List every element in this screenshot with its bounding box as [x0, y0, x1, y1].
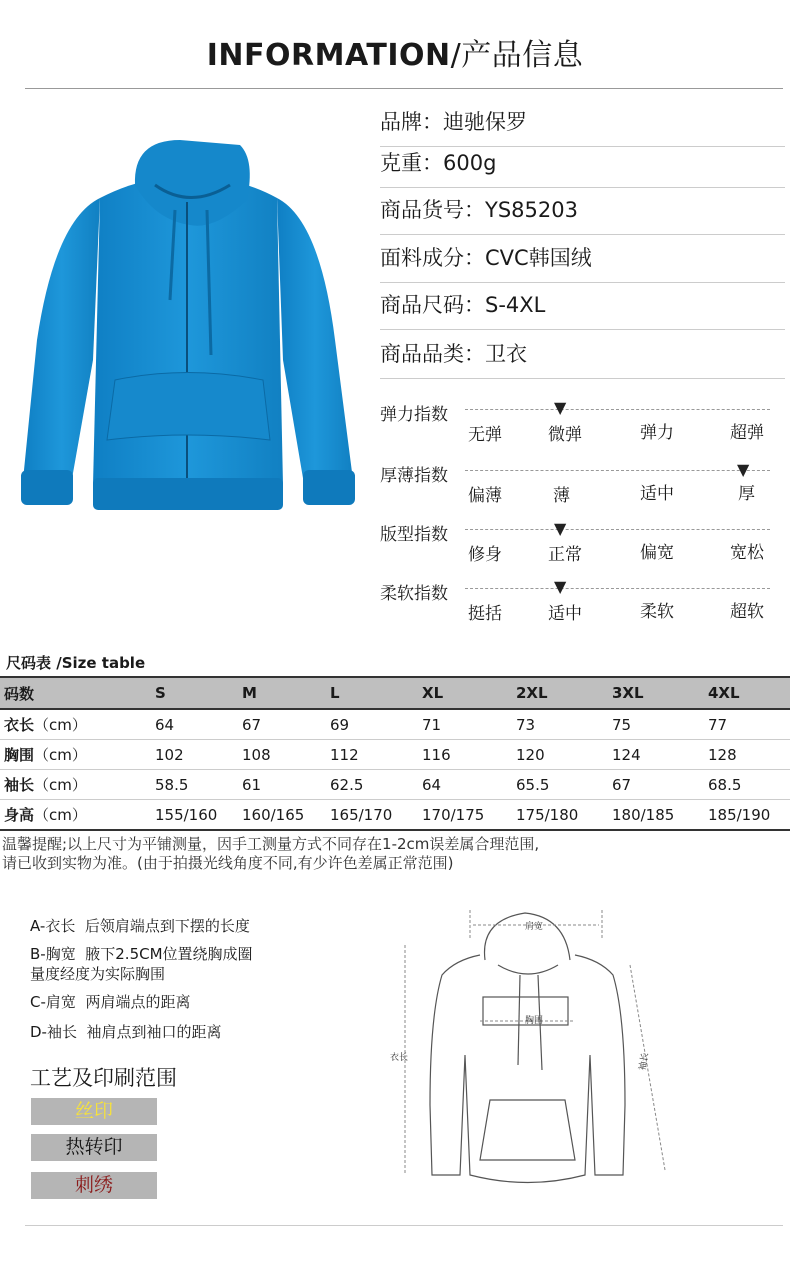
- table-cell: 124: [612, 740, 708, 770]
- table-cell: 61: [242, 770, 330, 800]
- measurement-desc: 后领肩端点到下摆的长度: [84, 917, 250, 935]
- table-cell: 185/190: [708, 800, 790, 831]
- size-header-cell: 码数: [0, 677, 155, 709]
- table-cell: 128: [708, 740, 790, 770]
- craft-title: 工艺及印刷范围: [30, 1066, 177, 1090]
- table-cell: 155/160: [155, 800, 242, 831]
- fit-option: 修身: [468, 545, 502, 565]
- softness-option: 超软: [730, 602, 764, 622]
- table-cell: 175/180: [516, 800, 612, 831]
- table-cell: 62.5: [330, 770, 422, 800]
- fit-marker-icon: ▼: [554, 519, 567, 538]
- size-header-cell: 2XL: [516, 677, 612, 709]
- table-cell: 170/175: [422, 800, 516, 831]
- fit-index-line: [465, 529, 770, 530]
- measurement-b: [30, 944, 330, 984]
- table-cell: 75: [612, 709, 708, 740]
- spec-fabric: 面料成分：CVC韩国绒: [380, 235, 785, 283]
- size-header-cell: 4XL: [708, 677, 790, 709]
- table-row: [0, 800, 790, 831]
- craft-heat-transfer: 热转印: [31, 1134, 157, 1161]
- table-cell: 64: [155, 709, 242, 740]
- bottom-divider: [25, 1225, 783, 1226]
- row-unit: （cm）: [34, 776, 87, 794]
- spec-item-number: 商品货号：YS85203: [380, 187, 785, 235]
- table-row: [0, 740, 790, 770]
- row-unit: （cm）: [34, 716, 87, 734]
- measurement-d: [30, 1022, 330, 1042]
- spec-weight: 克重：600g: [380, 140, 785, 188]
- fit-option: 偏宽: [640, 543, 674, 563]
- table-cell: 73: [516, 709, 612, 740]
- fit-index-label: 版型指数: [380, 525, 448, 545]
- thickness-marker-icon: ▼: [737, 460, 750, 479]
- note-line-2: 请已收到实物为准。(由于拍摄光线角度不同,有少许色差属正常范围): [2, 854, 454, 872]
- softness-option: 适中: [548, 604, 582, 624]
- size-header-cell: S: [155, 677, 242, 709]
- table-cell: 58.5: [155, 770, 242, 800]
- row-label: [0, 770, 155, 800]
- thickness-option: 薄: [553, 486, 570, 506]
- table-cell: 77: [708, 709, 790, 740]
- size-header-cell: M: [242, 677, 330, 709]
- size-header-cell: XL: [422, 677, 516, 709]
- craft-silkscreen: 丝印: [31, 1098, 157, 1125]
- softness-index-label: 柔软指数: [380, 584, 448, 604]
- softness-option: 柔软: [640, 602, 674, 622]
- spec-category: 商品品类：卫衣: [380, 331, 785, 379]
- row-label: [0, 740, 155, 770]
- row-label: [0, 709, 155, 740]
- measurement-desc: 两肩端点的距离: [85, 993, 191, 1011]
- table-cell: 65.5: [516, 770, 612, 800]
- row-name: 袖长: [4, 776, 35, 794]
- diagram-length-label: 衣长: [390, 1053, 409, 1063]
- elasticity-option: 超弹: [730, 423, 764, 443]
- thickness-index-line: [465, 470, 770, 471]
- table-cell: 68.5: [708, 770, 790, 800]
- softness-option: 挺括: [468, 604, 502, 624]
- measurement-c: [30, 992, 330, 1012]
- measurement-key: A-衣长: [30, 917, 76, 935]
- elasticity-option: 无弹: [468, 425, 502, 445]
- table-row: [0, 709, 790, 740]
- measurement-desc: 腋下2.5CM位置绕胸成圈: [85, 945, 253, 963]
- table-cell: 108: [242, 740, 330, 770]
- elasticity-index-label: 弹力指数: [380, 405, 448, 425]
- elasticity-option: 微弹: [548, 425, 582, 445]
- thickness-option: 适中: [640, 484, 674, 504]
- diagram-sleeve-label: 袖长: [638, 1051, 652, 1072]
- diagram-chest-label: 胸围: [525, 1016, 544, 1026]
- measurement-desc-2: 量度经度为实际胸围: [30, 965, 166, 983]
- measurement-key: C-肩宽: [30, 993, 76, 1011]
- table-cell: 120: [516, 740, 612, 770]
- table-cell: 165/170: [330, 800, 422, 831]
- table-row: [0, 770, 790, 800]
- title-cn: /产品信息: [450, 38, 584, 73]
- softness-marker-icon: ▼: [554, 577, 567, 596]
- table-cell: 67: [612, 770, 708, 800]
- elasticity-index-line: [465, 409, 770, 410]
- table-cell: 160/165: [242, 800, 330, 831]
- row-label: [0, 800, 155, 831]
- spec-size-range: 商品尺码：S-4XL: [380, 282, 785, 330]
- elasticity-option: 弹力: [640, 423, 674, 443]
- row-name: 身高: [4, 806, 35, 824]
- elasticity-marker-icon: ▼: [554, 398, 567, 417]
- measurement-diagram: [380, 905, 680, 1190]
- fit-option: 正常: [548, 545, 582, 565]
- row-name: 胸围: [4, 746, 35, 764]
- craft-embroidery: 刺绣: [31, 1172, 157, 1199]
- row-name: 衣长: [4, 716, 35, 734]
- thickness-option: 偏薄: [468, 486, 502, 506]
- size-table: [0, 676, 790, 831]
- table-cell: 69: [330, 709, 422, 740]
- measurement-a: [30, 916, 330, 936]
- title-en: INFORMATION: [206, 38, 451, 73]
- size-table-header-row: [0, 677, 790, 709]
- fit-option: 宽松: [730, 543, 764, 563]
- note-line-1: 温馨提醒;以上尺寸为平铺测量，因手工测量方式不同存在1-2cm误差属合理范围,: [2, 835, 540, 853]
- title-divider: [25, 88, 783, 89]
- row-unit: （cm）: [34, 746, 87, 764]
- table-cell: 64: [422, 770, 516, 800]
- page-title: [0, 30, 790, 74]
- table-cell: 67: [242, 709, 330, 740]
- measurement-desc: 袖肩点到袖口的距离: [86, 1023, 222, 1041]
- softness-index-line: [465, 588, 770, 589]
- thickness-index-label: 厚薄指数: [380, 466, 448, 486]
- size-header-cell: L: [330, 677, 422, 709]
- row-unit: （cm）: [34, 806, 87, 824]
- product-hoodie-image: [15, 140, 360, 545]
- table-cell: 71: [422, 709, 516, 740]
- table-cell: 102: [155, 740, 242, 770]
- diagram-shoulder-label: 肩宽: [525, 922, 544, 932]
- size-table-title: 尺码表 /Size table: [6, 654, 146, 672]
- table-cell: 112: [330, 740, 422, 770]
- measurement-note: [2, 835, 787, 873]
- size-header-cell: 3XL: [612, 677, 708, 709]
- spec-brand: 品牌：迪驰保罗: [380, 99, 785, 147]
- thickness-option: 厚: [738, 484, 755, 504]
- table-cell: 180/185: [612, 800, 708, 831]
- measurement-key: D-袖长: [30, 1023, 77, 1041]
- measurement-key: B-胸宽: [30, 945, 76, 963]
- table-cell: 116: [422, 740, 516, 770]
